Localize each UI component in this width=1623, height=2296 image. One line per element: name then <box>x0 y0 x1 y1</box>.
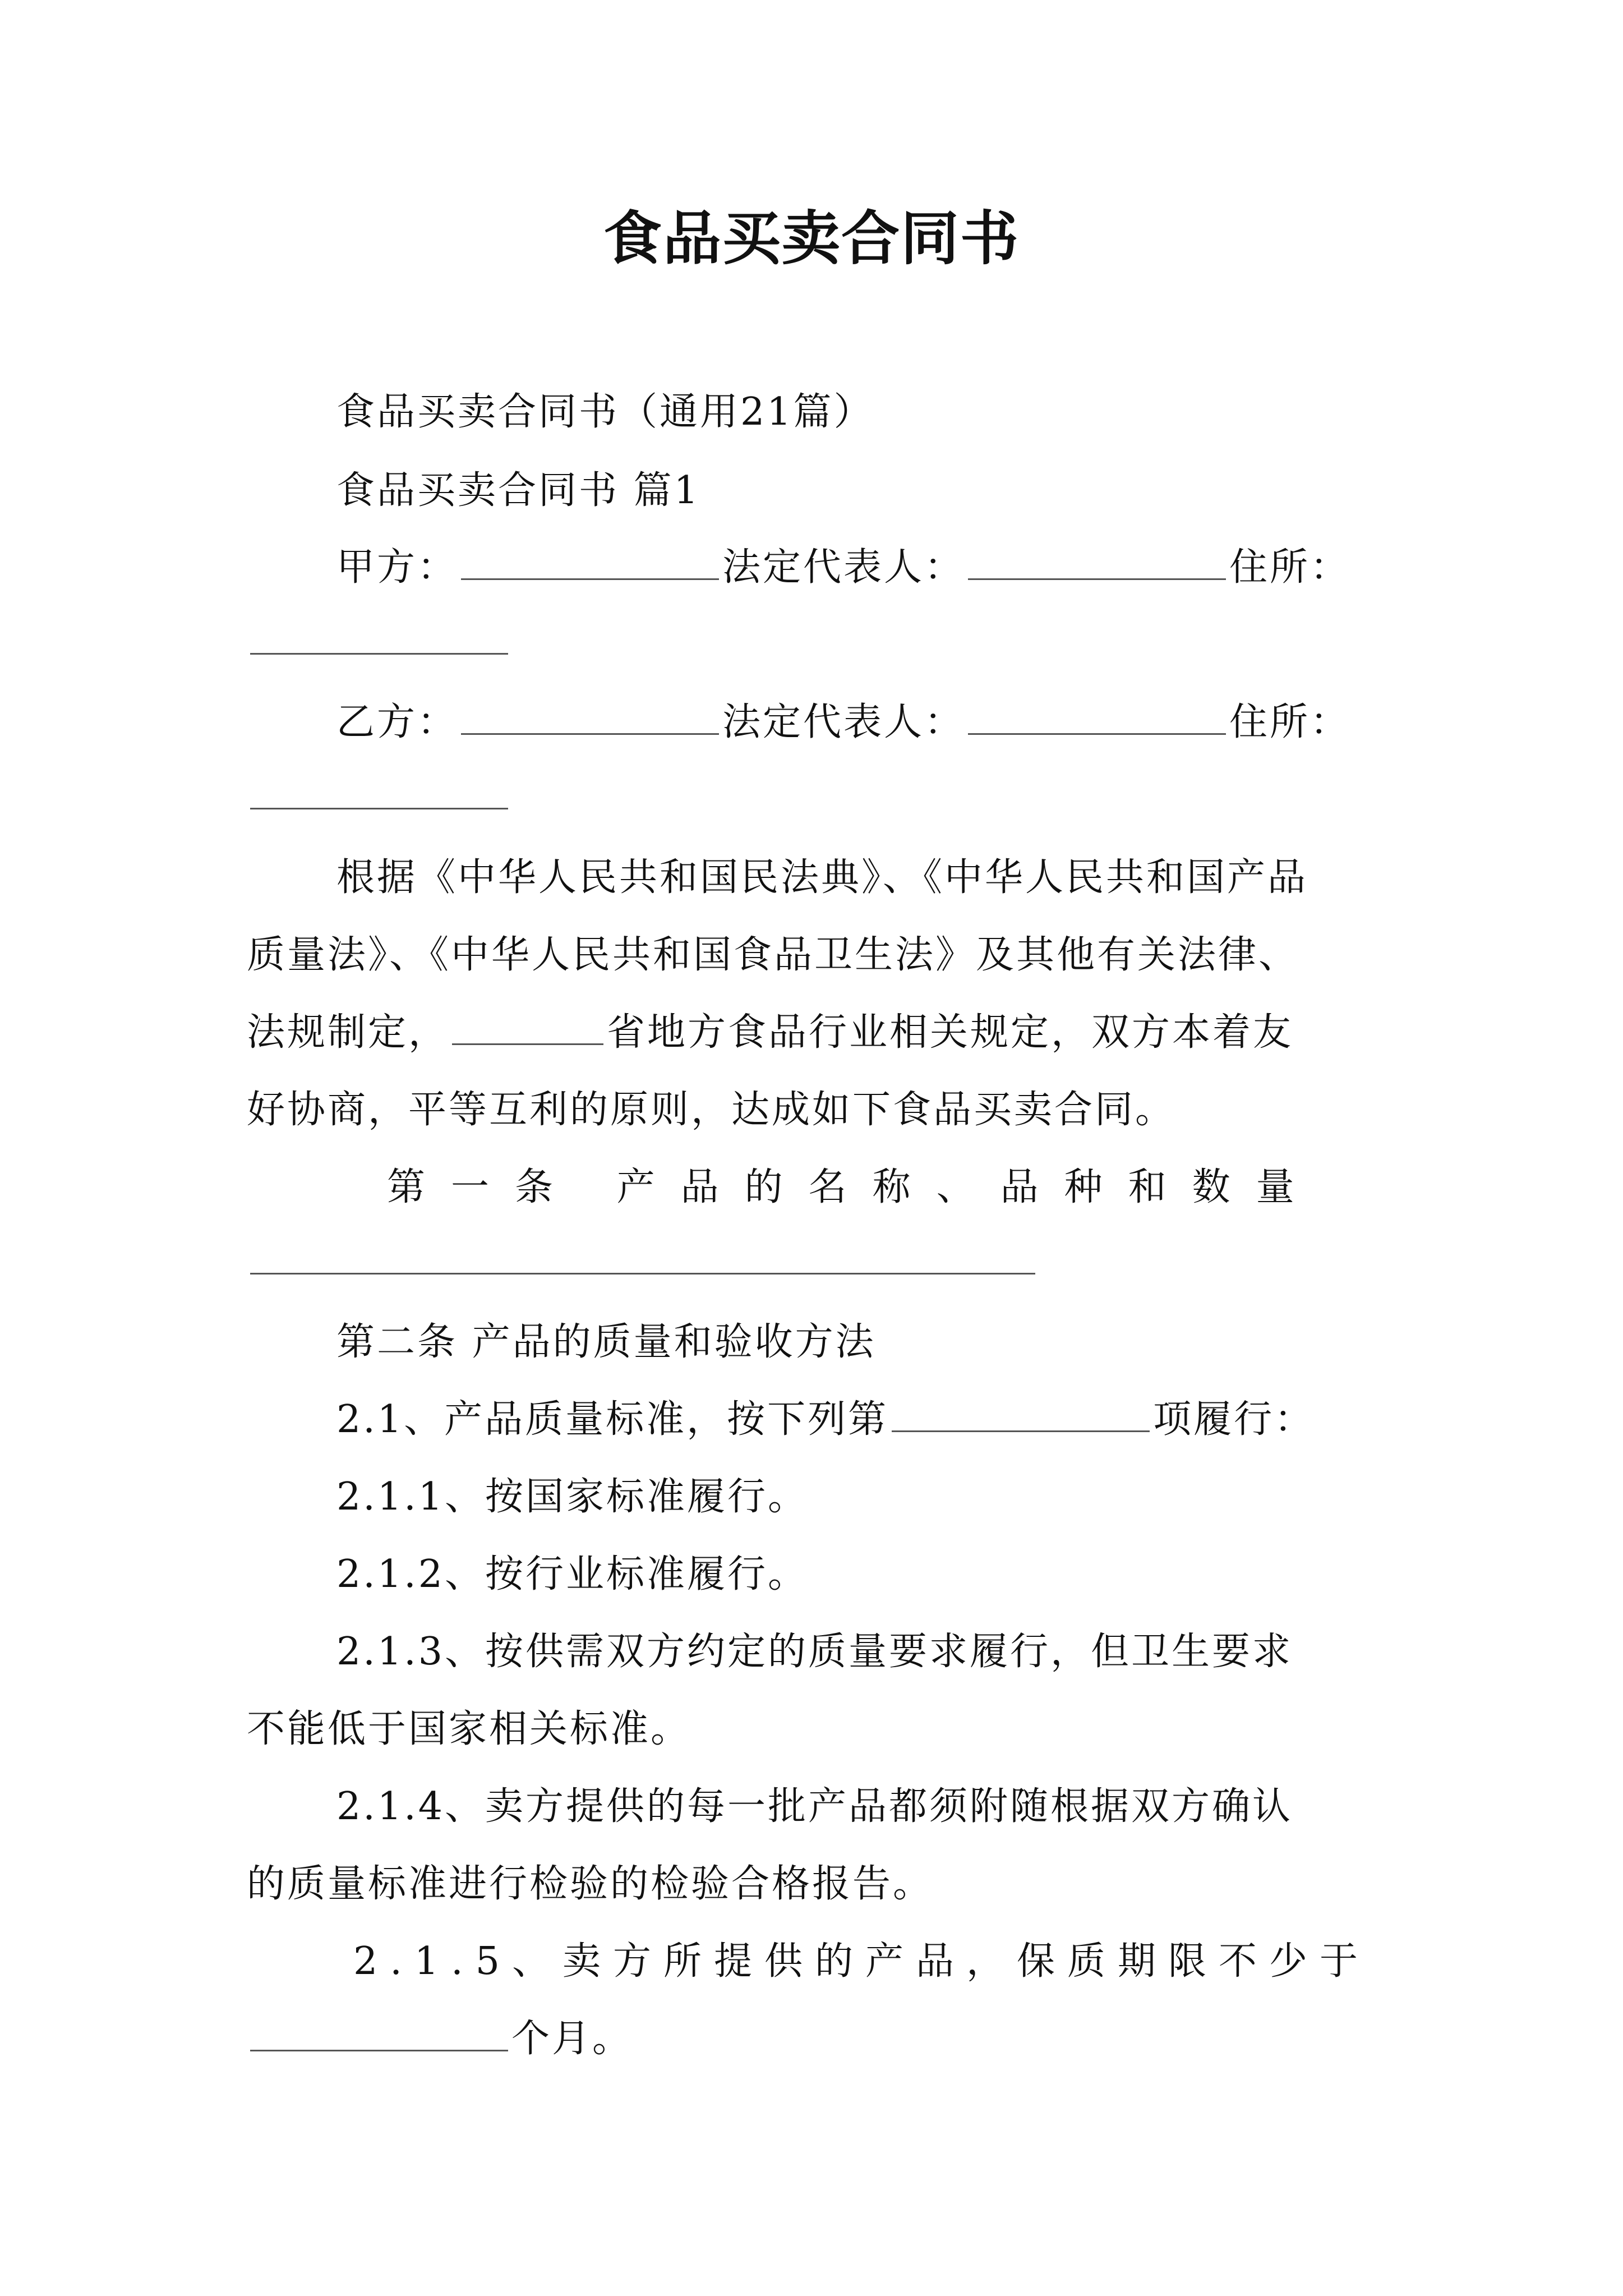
preamble-line-3 <box>247 1002 1293 1064</box>
clause-2-1-2: 2.1.2、按行业标准履行。 <box>336 1552 809 1596</box>
section-heading: 食品买卖合同书 篇1 <box>336 468 700 513</box>
party-b-rep-label: 法定代表人： <box>722 700 965 744</box>
shelf-life-blank <box>250 2047 508 2051</box>
party-a-label: 甲方： <box>336 545 458 590</box>
clause-2-1-4-line-1: 2.1.4、卖方提供的每一批产品都须附随根据双方确认 <box>336 1784 1293 1829</box>
party-a-line <box>336 537 1350 599</box>
party-b-addr-label: 住所： <box>1229 700 1351 744</box>
clause-2-1-5-line-1: 2.1.5、卖方所提供的产品，保质期限不少于 <box>353 1939 1371 1984</box>
document-subtitle: 食品买卖合同书（通用21篇） <box>336 390 874 434</box>
party-b-rep-blank <box>968 731 1226 735</box>
article-1-heading: 第一条 产品的名称、品种和数量 <box>387 1165 1320 1209</box>
article-1-blank-line <box>247 1231 1039 1293</box>
clause-2-1-5-end: 个月。 <box>511 2017 633 2061</box>
clause-2-1-3-line-1: 2.1.3、按供需双方约定的质量要求履行，但卫生要求 <box>336 1630 1293 1674</box>
document-title: 食品买卖合同书 <box>603 204 1020 273</box>
clause-2-1-end: 项履行： <box>1153 1397 1315 1442</box>
article-2-heading: 第二条 产品的质量和验收方法 <box>336 1320 876 1364</box>
party-a-addr-label: 住所： <box>1229 545 1351 590</box>
preamble-line-3-start: 法规制定， <box>247 1010 449 1055</box>
party-b-line <box>336 692 1350 753</box>
party-a-address-blank <box>250 651 508 655</box>
clause-2-1-start: 2.1、产品质量标准，按下列第 <box>336 1397 889 1442</box>
clause-2-1-3-line-2: 不能低于国家相关标准。 <box>247 1707 691 1751</box>
party-a-address-line <box>247 611 511 673</box>
party-b-label: 乙方： <box>336 700 458 744</box>
preamble-line-2: 质量法》、《中华人民共和国食品卫生法》及其他有关法律、 <box>247 933 1299 977</box>
party-a-name-blank <box>461 576 719 580</box>
party-b-address-line <box>247 766 511 828</box>
preamble-line-4: 好协商，平等互利的原则，达成如下食品买卖合同。 <box>247 1088 1176 1132</box>
party-b-address-blank <box>250 806 508 809</box>
clause-2-1-blank <box>892 1428 1150 1432</box>
clause-2-1-4-line-2: 的质量标准进行检验的检验合格报告。 <box>247 1862 934 1906</box>
province-blank <box>452 1041 603 1045</box>
party-a-rep-blank <box>968 576 1226 580</box>
article-1-blank <box>250 1271 1035 1274</box>
party-b-name-blank <box>461 731 719 735</box>
clause-2-1-1: 2.1.1、按国家标准履行。 <box>336 1475 809 1519</box>
clause-2-1-5-line-2 <box>247 2008 633 2070</box>
clause-2-1 <box>336 1389 1315 1451</box>
preamble-line-3-end: 省地方食品行业相关规定，双方本着友 <box>607 1010 1294 1055</box>
party-a-rep-label: 法定代表人： <box>722 545 965 590</box>
preamble-line-1: 根据《中华人民共和国民法典》、《中华人民共和国产品 <box>336 855 1308 900</box>
